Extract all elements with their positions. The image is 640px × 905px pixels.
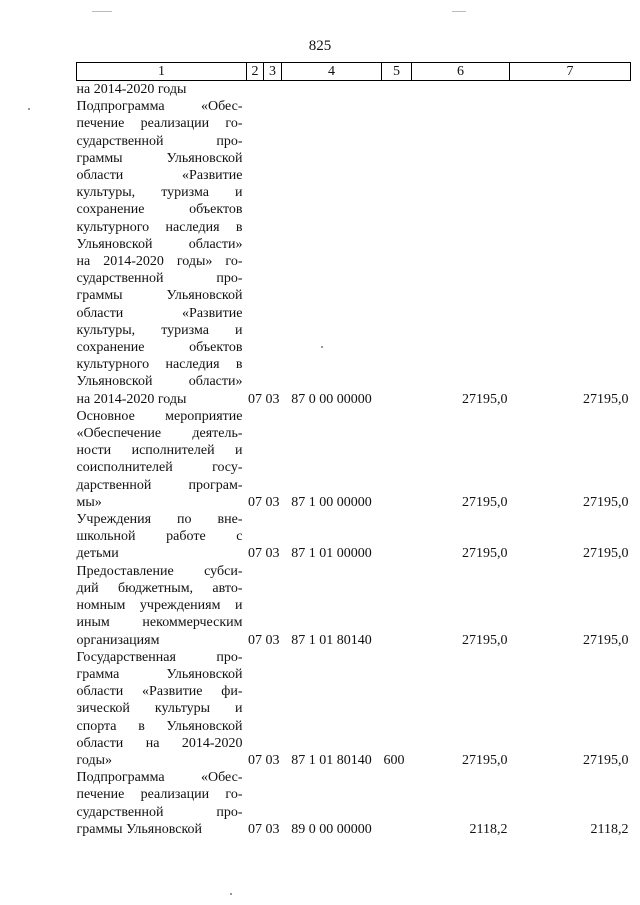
row-name-line: грамма Ульяновской <box>76 666 243 682</box>
page-number: 825 <box>308 38 332 54</box>
target-article-cell: 89 0 00 00000 <box>291 821 372 837</box>
table-body <box>77 81 631 838</box>
target-article-cell: 87 1 01 00000 <box>291 546 372 562</box>
target-article-cell: 87 1 01 80140 <box>291 632 372 648</box>
row-name-line: области на 2014-2020 <box>76 735 243 751</box>
table-row <box>77 81 631 99</box>
row-name-line: школьной работе с <box>76 529 243 545</box>
row-name-line: «Обеспечение деятель- <box>76 426 243 442</box>
row-name-line: культуры, туризма и <box>76 185 243 201</box>
row-name-line: граммы Ульяновской <box>76 150 243 166</box>
amount-cell: 27195,0 <box>583 546 629 562</box>
row-name-line: Ульяновской области» <box>76 374 243 390</box>
row-name-line: детьми <box>76 546 119 562</box>
section-code-cell: 07 <box>248 494 262 510</box>
amount-cell: 27195,0 <box>462 546 508 562</box>
row-name-line: спорта в Ульяновской <box>76 718 243 734</box>
row-name-line: зической культуры и <box>76 701 243 717</box>
scan-mark-top-left <box>92 11 112 12</box>
amount-cell: 2118,2 <box>469 821 508 837</box>
target-article-cell: 87 0 00 00000 <box>291 391 372 407</box>
section-code-cell: 07 <box>248 632 262 648</box>
row-name-cell <box>77 769 247 838</box>
section-code-cell: 07 <box>248 821 262 837</box>
row-name-line: Предоставление субси- <box>76 563 243 579</box>
target-article-cell <box>282 81 382 99</box>
subsection-code-cell: 03 <box>265 821 280 837</box>
table-row <box>77 563 631 649</box>
expense-type-cell: 600 <box>383 752 405 768</box>
col-header-7: 7 <box>510 63 631 81</box>
expense-type-cell <box>382 408 412 511</box>
scan-speck <box>321 346 323 348</box>
subsection-code-cell <box>264 81 282 99</box>
row-name-line: иным некоммерческим <box>76 615 243 631</box>
amount-cell: 27195,0 <box>462 632 508 648</box>
row-name-line: печение реализации го- <box>76 116 243 132</box>
target-article-cell: 87 1 00 00000 <box>291 494 372 510</box>
row-name-cell <box>77 98 247 408</box>
row-name-line: Подпрограмма «Обес- <box>76 770 243 786</box>
target-article-cell: 87 1 01 80140 <box>291 752 372 768</box>
col-header-5: 5 <box>382 63 412 81</box>
row-name-line: мы» <box>76 494 102 510</box>
amount-cell: 27195,0 <box>462 391 508 407</box>
row-name-line: дий бюджетным, авто- <box>76 580 243 596</box>
row-name-line: области «Развитие фи- <box>76 684 243 700</box>
amount-cell: 27195,0 <box>583 391 629 407</box>
amount-cell: 27195,0 <box>462 752 508 768</box>
expense-type-cell <box>382 769 412 838</box>
amount-cell: 2118,2 <box>590 821 629 837</box>
amount-cell: 27195,0 <box>583 632 629 648</box>
row-name-line: на 2014-2020 годы <box>76 391 187 407</box>
row-name-line: дарственной програм- <box>76 477 243 493</box>
row-name-cell <box>77 511 247 563</box>
col-header-1: 1 <box>77 63 247 81</box>
col-header-4: 4 <box>282 63 382 81</box>
table-row <box>77 408 631 511</box>
row-name-line: печение реализации го- <box>76 787 243 803</box>
amount-cell: 27195,0 <box>583 752 629 768</box>
subsection-code-cell: 03 <box>265 632 280 648</box>
row-name-line: сохранение объектов <box>76 340 243 356</box>
row-name-line: Подпрограмма «Обес- <box>76 99 243 115</box>
row-name-line: культурного наследия в <box>76 357 243 373</box>
row-name-line: номным учреждениям и <box>76 598 243 614</box>
expense-type-cell <box>382 98 412 408</box>
row-name-line: области «Развитие <box>76 168 243 184</box>
section-code-cell: 07 <box>248 752 262 768</box>
col-header-6: 6 <box>412 63 510 81</box>
subsection-code-cell: 03 <box>265 391 280 407</box>
expense-type-cell <box>382 563 412 649</box>
scan-speck <box>28 108 30 110</box>
expense-type-cell <box>382 511 412 563</box>
amount-cell <box>412 81 510 99</box>
subsection-code-cell: 03 <box>265 494 280 510</box>
row-name-cell <box>77 649 247 769</box>
row-name-line: ности исполнителей и <box>76 443 243 459</box>
col-header-3: 3 <box>264 63 282 81</box>
row-name-line: культуры, туризма и <box>76 322 243 338</box>
amount-cell: 27195,0 <box>462 494 508 510</box>
section-code-cell <box>247 81 264 99</box>
row-name-line: сударственной про- <box>76 133 243 149</box>
row-name-line: сударственной про- <box>76 804 243 820</box>
row-name-line: сударственной про- <box>76 271 243 287</box>
budget-table <box>76 62 631 838</box>
row-name-line: Государственная про- <box>76 649 243 665</box>
row-name-line: сохранение объектов <box>76 202 243 218</box>
row-name-line: граммы Ульяновской <box>76 821 203 837</box>
section-code-cell: 07 <box>248 391 262 407</box>
table-row <box>77 98 631 408</box>
row-name-cell <box>77 81 247 99</box>
row-name-line: граммы Ульяновской <box>76 288 243 304</box>
row-name-line: соисполнителей госу- <box>76 460 243 476</box>
row-name-line: Ульяновской области» <box>76 236 243 252</box>
row-name-line: на 2014-2020 годы <box>76 82 187 97</box>
amount-cell <box>510 81 631 99</box>
table-row <box>77 649 631 769</box>
col-header-2: 2 <box>247 63 264 81</box>
section-code-cell: 07 <box>248 546 262 562</box>
row-name-cell <box>77 563 247 649</box>
scan-speck <box>230 893 232 895</box>
row-name-line: на 2014-2020 годы» го- <box>76 254 243 270</box>
row-name-line: Учреждения по вне- <box>76 512 243 528</box>
row-name-line: организациям <box>76 632 160 648</box>
amount-cell: 27195,0 <box>583 494 629 510</box>
table-header-row <box>77 63 631 81</box>
scan-mark-top-right <box>452 11 466 12</box>
subsection-code-cell: 03 <box>265 546 280 562</box>
subsection-code-cell: 03 <box>265 752 280 768</box>
row-name-line: культурного наследия в <box>76 219 243 235</box>
row-name-line: Основное мероприятие <box>76 408 243 424</box>
table-row <box>77 511 631 563</box>
row-name-cell <box>77 408 247 511</box>
row-name-line: годы» <box>76 752 113 768</box>
row-name-line: области «Развитие <box>76 305 243 321</box>
expense-type-cell <box>382 81 412 99</box>
table-row <box>77 769 631 838</box>
